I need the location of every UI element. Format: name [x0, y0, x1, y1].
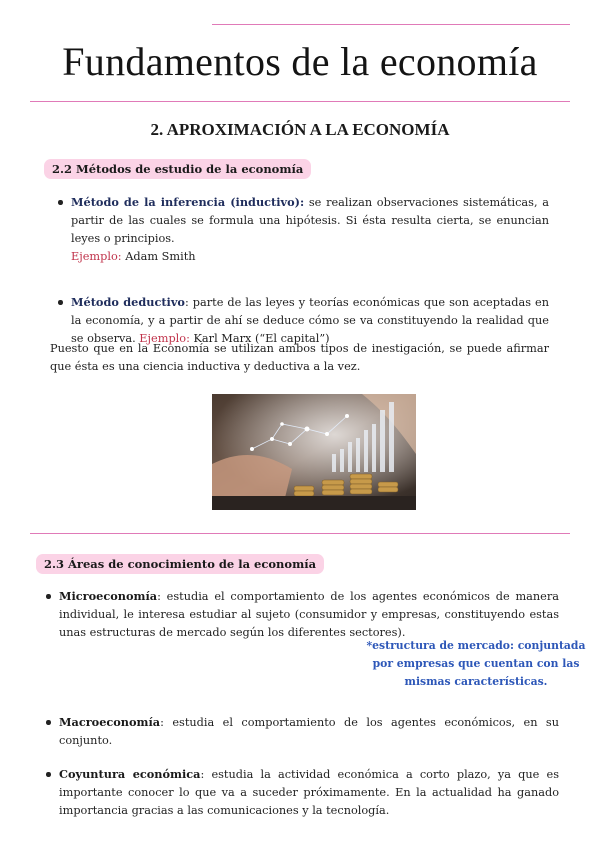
example-label: Ejemplo: — [139, 332, 190, 345]
areas-list — [59, 587, 559, 642]
areas-list-continued — [59, 713, 559, 820]
bullet-text: : estudia la actividad económica a corto plazo, ya que es importante conocer lo que va a suceder próximamente. En la actualidad ha ganado importancia gracias a las comunicaciones y la tecnología. — [59, 768, 559, 817]
section-badge-areas: 2.3 Áreas de conocimiento de la economía — [36, 554, 324, 574]
finance-growth-photo-icon — [212, 394, 416, 510]
list-item — [59, 713, 559, 750]
section-badge-methods: 2.2 Métodos de estudio de la economía — [44, 159, 311, 179]
title-underline — [30, 101, 570, 102]
market-structure-note: *estructura de mercado: conjuntada por empresas que cuentan con las mismas características. — [366, 639, 586, 688]
bullet-term: Microeconomía — [59, 589, 158, 603]
bullet-term: Macroeconomía — [59, 715, 161, 729]
section-divider — [30, 533, 570, 534]
top-rule — [212, 24, 570, 25]
bullet-text: : parte de las leyes y teorías económicas que son aceptadas en la economía, y a partir de ahí se deduce cómo se va constituyendo la realidad que se observa. — [71, 296, 550, 345]
methods-list — [71, 193, 549, 348]
bullet-term: Método deductivo — [71, 295, 185, 309]
example-text: Karl Marx (“El capital”) — [189, 332, 330, 345]
page-title: Fundamentos de la economía — [62, 39, 538, 84]
example-text: Adam Smith — [121, 250, 196, 263]
chapter-heading: 2. APROXIMACIÓN A LA ECONOMÍA — [150, 120, 450, 139]
example-label: Ejemplo: — [71, 250, 122, 263]
bullet-text: se realizan observaciones sistemáticas, a partir de las cuales se formula una hipótesis. Si ésta resulta cierta, se enuncian leyes o principios. — [71, 196, 549, 245]
list-item — [59, 587, 559, 642]
bullet-text: : estudia el comportamiento de los agentes económicos, en su conjunto. — [59, 716, 559, 747]
bullet-term: Método de la inferencia (inductivo): — [71, 195, 305, 209]
list-item — [59, 765, 559, 820]
bullet-text: : estudia el comportamiento de los agentes económicos de manera individual, le interesa estudiar al sujeto (consumidor y empresas, constituyendo estas unas estructuras de mercado según los diferentes sectores). — [59, 590, 559, 639]
bullet-term: Coyuntura económica — [59, 767, 201, 781]
methods-conclusion: Puesto que en la Economía se utilizan ambos tipos de inestigación, se puede afirmar que ésta es una ciencia inductiva y deductiva a la vez. — [50, 342, 549, 373]
list-item — [71, 193, 549, 266]
